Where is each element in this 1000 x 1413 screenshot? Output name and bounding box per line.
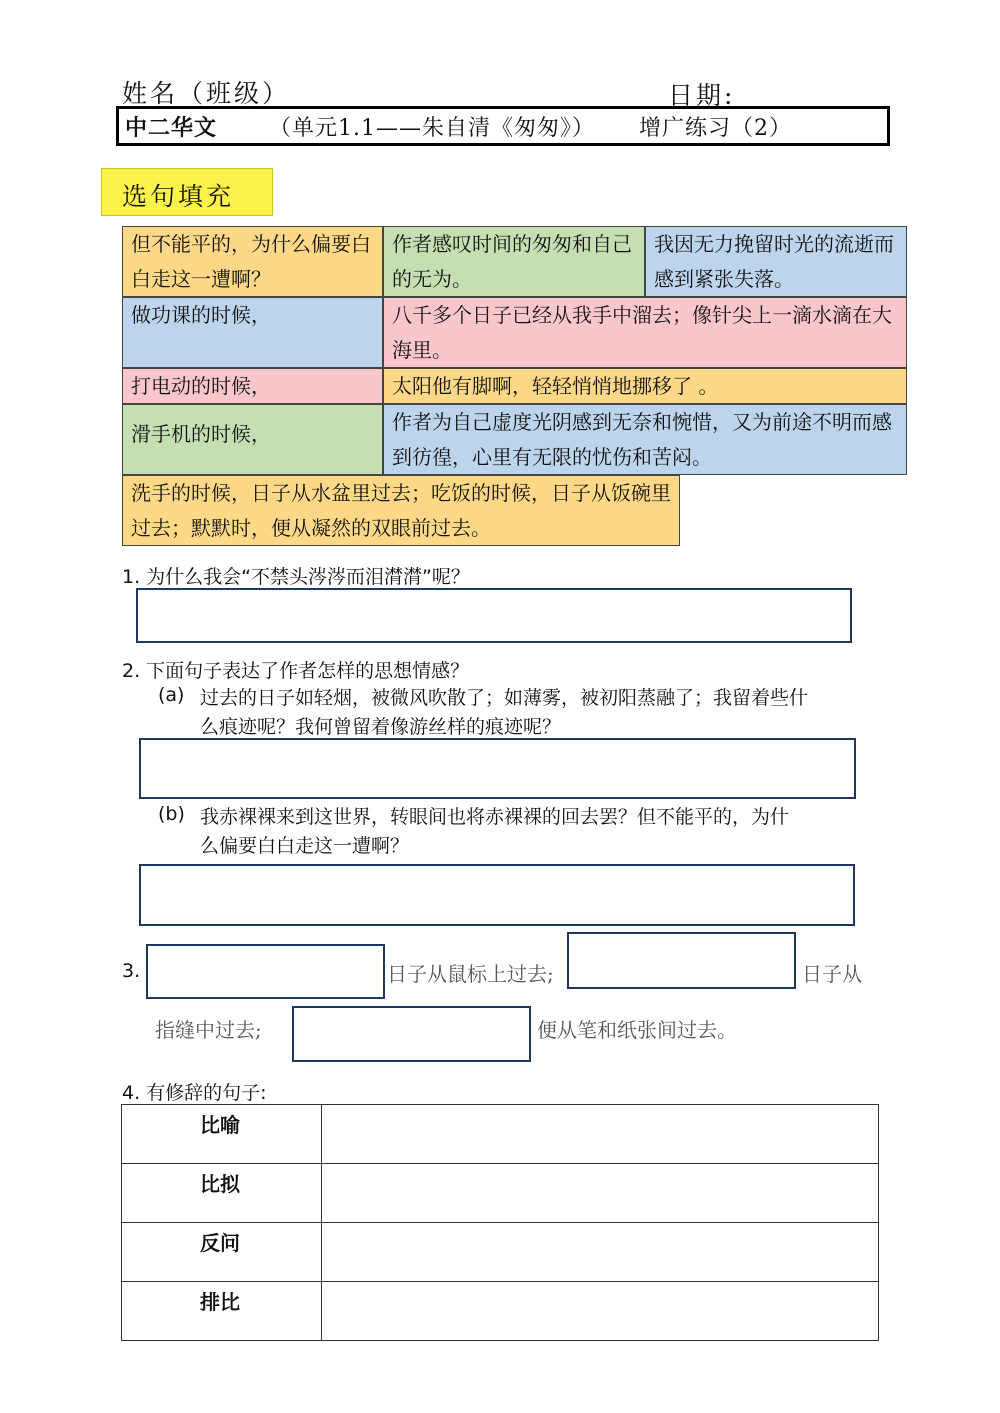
rhetoric-label: 反问 (122, 1223, 322, 1282)
rhetoric-label: 比喻 (122, 1105, 322, 1164)
question-2a-label: (a) (158, 684, 185, 706)
section-label: 选句填充 (101, 168, 273, 216)
question-3-part4: 便从笔和纸张间过去。 (537, 1018, 737, 1042)
exercise-title: 增广练习（2） (639, 115, 793, 141)
blank-q3-3[interactable] (292, 1006, 531, 1062)
option-card[interactable]: 八千多个日子已经从我手中溜去；像针尖上一滴水滴在大海里。 (383, 297, 907, 368)
question-2a-text: 过去的日子如轻烟，被微风吹散了；如薄雾，被初阳蒸融了；我留着些什么痕迹呢？我何曾留着像游丝样的痕迹呢？ (200, 687, 809, 738)
option-card[interactable]: 作者感叹时间的匆匆和自己的无为。 (383, 226, 645, 297)
option-card[interactable]: 作者为自己虚度光阴感到无奈和惋惜，又为前途不明而感到彷徨，心里有无限的忧伤和苦闷。 (383, 404, 907, 475)
rhetoric-answer-cell[interactable] (322, 1105, 879, 1164)
answer-box-q2a[interactable] (139, 738, 856, 799)
title-box (116, 106, 890, 146)
date-label: 日期: (668, 81, 736, 110)
option-card[interactable]: 做功课的时候， (122, 297, 383, 368)
blank-q3-1[interactable] (146, 944, 385, 999)
question-2b-text: 我赤裸裸来到这世界，转眼间也将赤裸裸的回去罢？但不能平的，为什么偏要白白走这一遭啊？ (200, 806, 790, 857)
option-card[interactable]: 我因无力挽留时光的流逝而感到紧张失落。 (645, 226, 907, 297)
table-row (122, 1223, 879, 1282)
question-4: 4. 有修辞的句子: (122, 1082, 267, 1104)
question-2: 2. 下面句子表达了作者怎样的思想情感？ (122, 660, 470, 682)
blank-q3-2[interactable] (567, 932, 796, 989)
option-card[interactable]: 太阳他有脚啊，轻轻悄悄地挪移了 。 (383, 368, 907, 404)
rhetoric-answer-cell[interactable] (322, 1164, 879, 1223)
rhetoric-answer-cell[interactable] (322, 1282, 879, 1341)
question-1: 1. 为什么我会“不禁头涔涔而泪潸潸”呢？ (122, 566, 470, 588)
table-row (122, 1164, 879, 1223)
question-2b-label: (b) (158, 803, 185, 825)
question-3-part3: 指缝中过去; (155, 1018, 262, 1042)
answer-box-q1[interactable] (136, 588, 852, 643)
unit-title: （单元1.1——朱自清《匆匆》） (269, 115, 596, 141)
name-class-label: 姓名（班级） (122, 79, 291, 108)
rhetoric-table (121, 1104, 879, 1341)
question-3-part1: 日子从鼠标上过去; (387, 962, 554, 986)
option-card[interactable]: 滑手机的时候， (122, 404, 383, 475)
answer-box-q2b[interactable] (139, 864, 855, 926)
rhetoric-label: 排比 (122, 1282, 322, 1341)
rhetoric-label: 比拟 (122, 1164, 322, 1223)
table-row (122, 1282, 879, 1341)
option-card[interactable]: 但不能平的，为什么偏要白白走这一遭啊？ (122, 226, 383, 297)
question-3-part2: 日子从 (802, 962, 862, 986)
option-card[interactable]: 洗手的时候，日子从水盆里过去；吃饭的时候，日子从饭碗里过去；默默时，便从凝然的双眼前过去。 (122, 475, 680, 546)
option-card[interactable]: 打电动的时候， (122, 368, 383, 404)
course-title: 中二华文 (125, 115, 218, 141)
question-3-number: 3. (122, 960, 141, 982)
table-row (122, 1105, 879, 1164)
rhetoric-answer-cell[interactable] (322, 1223, 879, 1282)
